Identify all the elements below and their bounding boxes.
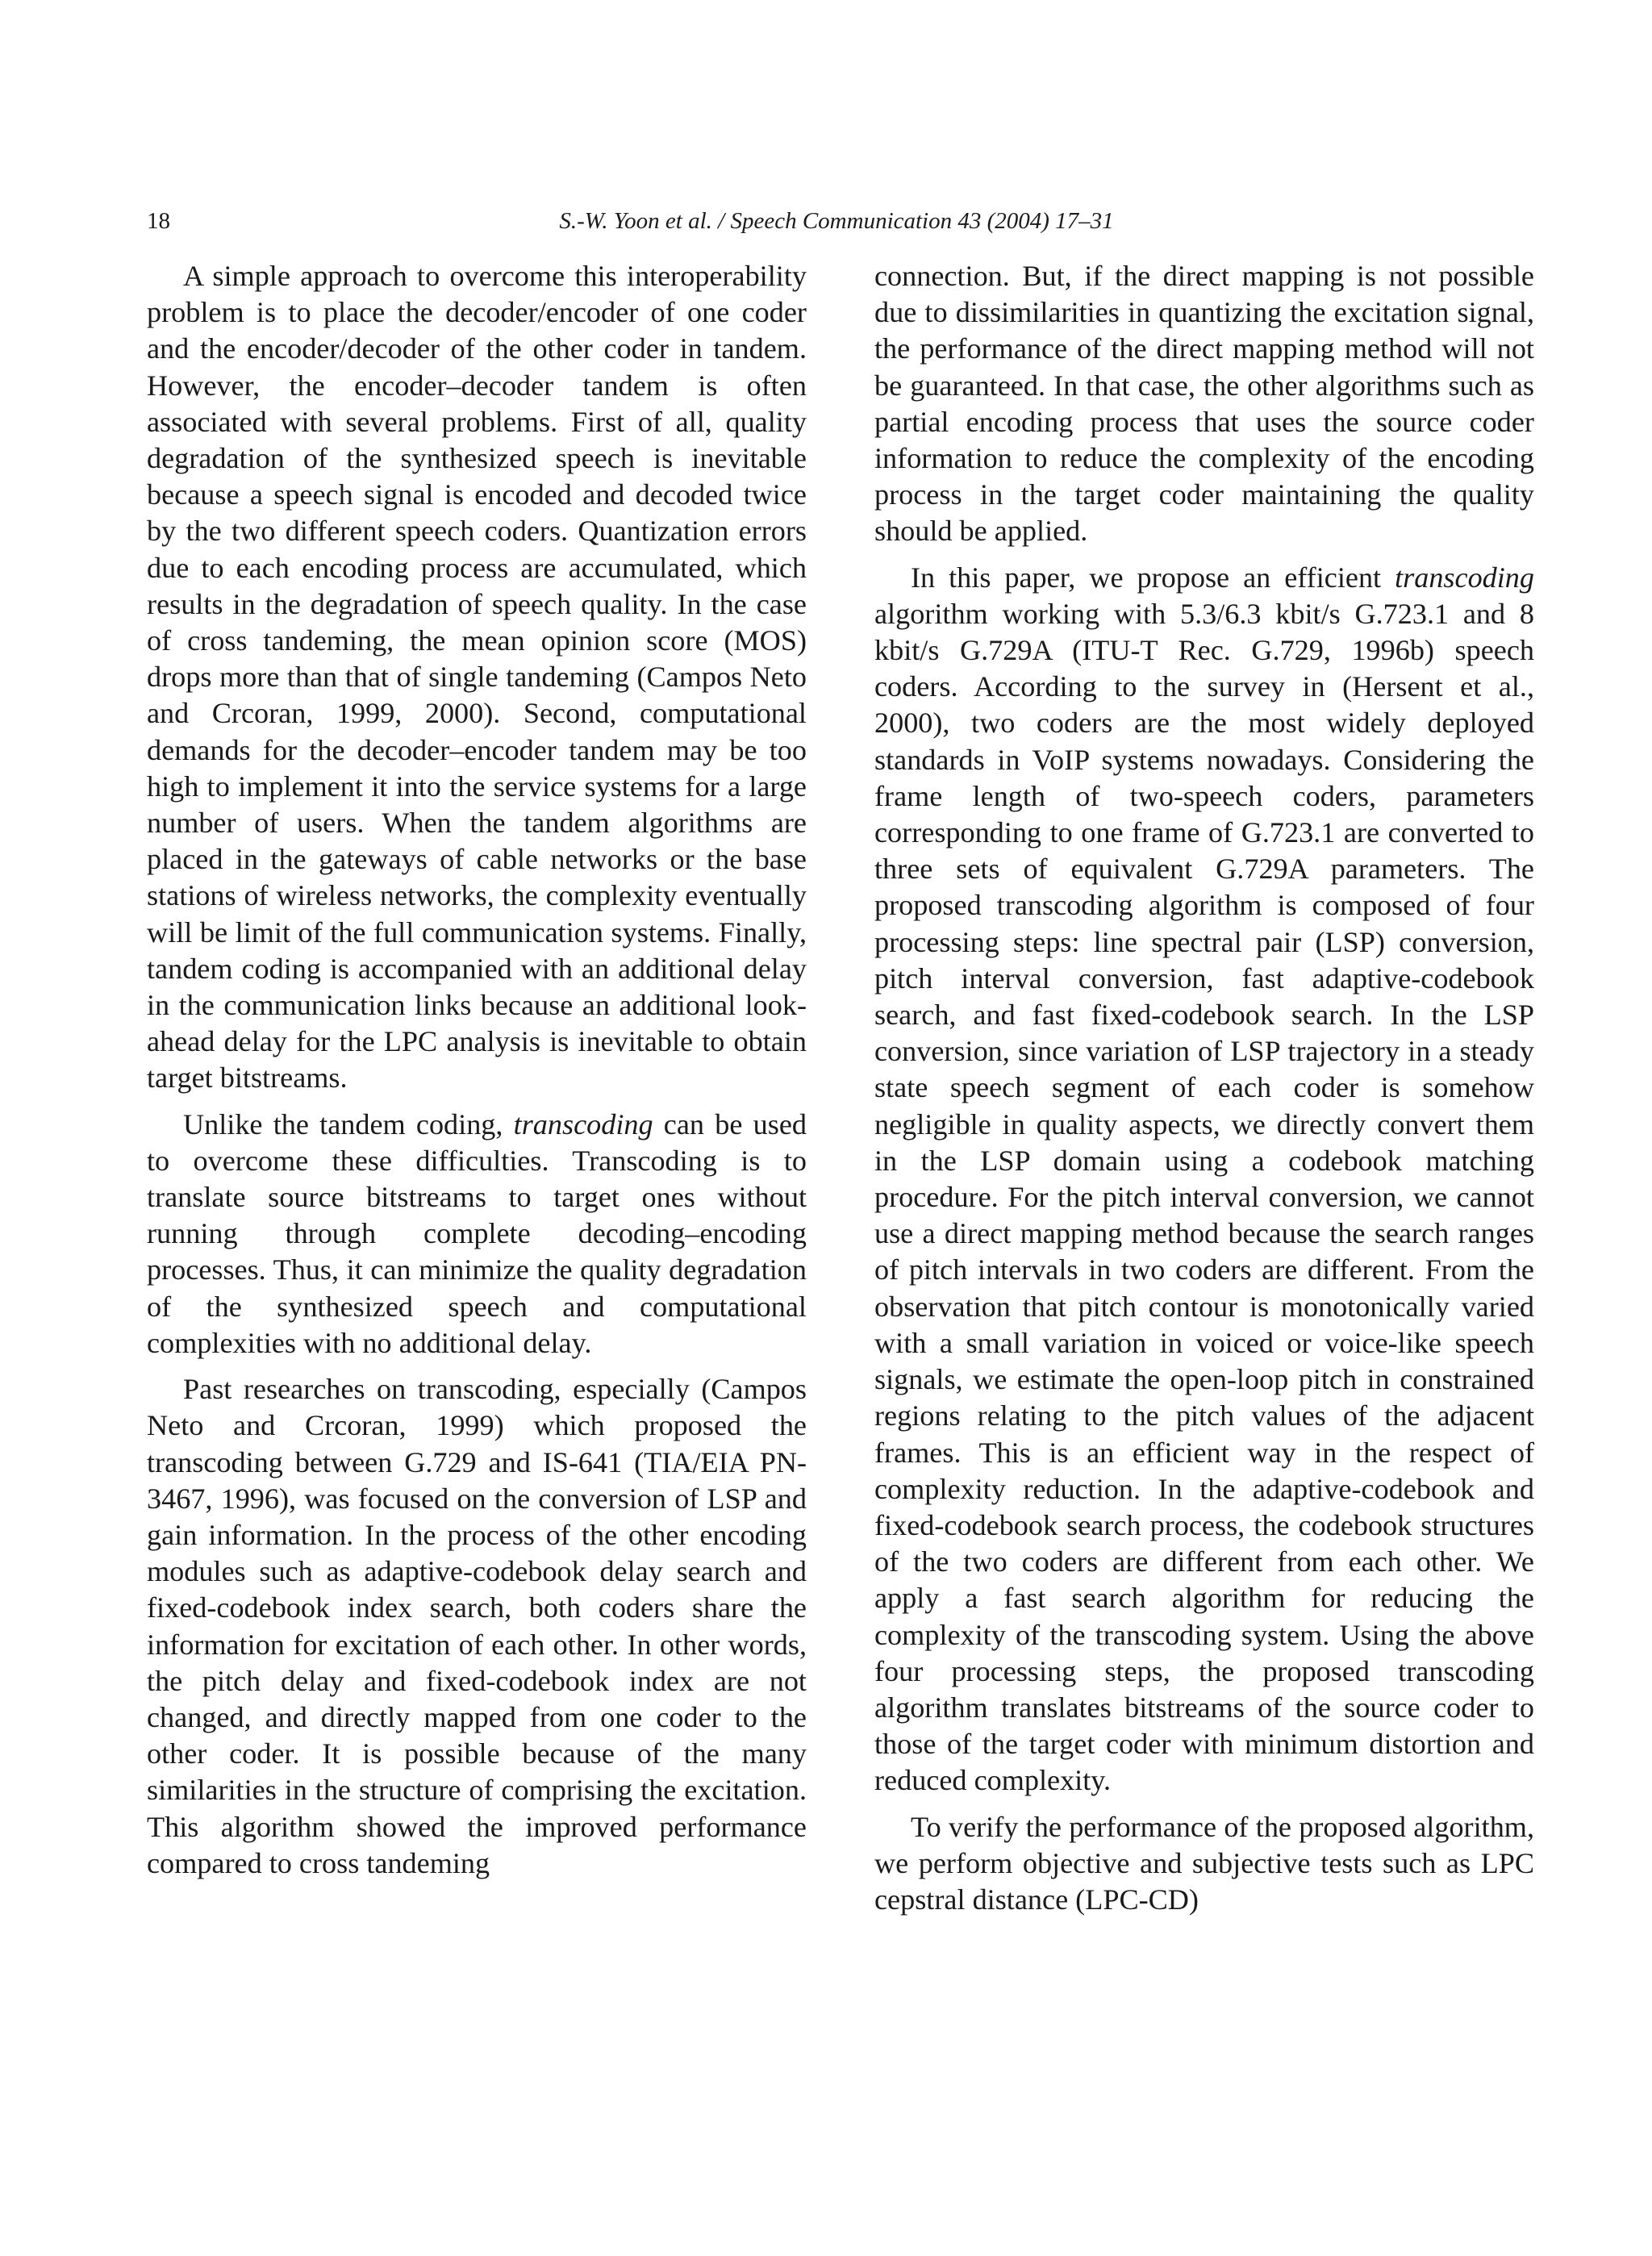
- paragraph-past-research: Past researches on transcoding, especially (Campos Neto and Crcoran, 1999) which proposed the transcoding between G.729 and IS-641 (TIA/EIA PN-3467, 1996), was focused on the conversion of LSP and gain information. In the process of the other encoding modules such as adaptive-codebook delay search and fixed-codebook index search, both coders share the information for excitation of each other. In other words, the pitch delay and fixed-codebook index are not changed, and directly mapped from one coder to the other coder. It is possible because of the many similarities in the structure of comprising the excitation. This algorithm showed the improved performance compared to cross tandeming: [147, 1373, 807, 1879]
- text-segment: In this paper, we propose an efficient: [911, 561, 1395, 594]
- paragraph-transcoding-intro: [147, 1107, 807, 1362]
- emphasized-term: transcoding: [513, 1107, 653, 1141]
- left-column: [147, 258, 807, 1882]
- page-number: 18: [147, 208, 170, 234]
- paragraph-verification: To verify the performance of the proposed algorithm, we perform objective and subjective tests such as LPC cepstral distance (LPC-CD): [874, 1810, 1534, 1916]
- paragraph-proposal: [874, 560, 1534, 1799]
- paragraph-continuation: connection. But, if the direct mapping is not possible due to dissimilarities in quantizing the excitation signal, the performance of the direct mapping method will not be guaranteed. In that case, the other algorithms such as partial encoding process that uses the source coder information to reduce the complexity of the encoding process in the target coder maintaining the quality should be applied.: [874, 260, 1534, 548]
- page-header: [147, 208, 1526, 248]
- running-head: S.-W. Yoon et al. / Speech Communication 43 (2004) 17–31: [559, 208, 1114, 234]
- text-segment: Unlike the tandem coding,: [183, 1107, 514, 1141]
- text-segment: algorithm working with 5.3/6.3 kbit/s G.723.1 and 8 kbit/s G.729A (ITU-T Rec. G.729, 1996b) speech coders. According to the survey in (Hersent et al., 2000), two coders are the most widely deployed standards in VoIP systems nowadays. Considering the frame length of two-speech coders, parameters corresponding to one frame of G.723.1 are converted to three sets of equivalent G.729A parameters. The proposed transcoding algorithm is composed of four processing steps: line spectral pair (LSP) conversion, pitch interval conversion, fast adaptive-codebook search, and fast fixed-codebook search. In the LSP conversion, since variation of LSP trajectory in a steady state speech segment of each coder is somehow negligible in quality aspects, we directly convert them in the LSP domain using a codebook matching procedure. For the pitch interval conversion, we cannot use a direct mapping method because the search ranges of pitch intervals in two coders are different. From the observation that pitch contour is monotonically varied with a small variation in voiced or voice-like speech signals, we estimate the open-loop pitch in constrained regions relating to the pitch values of the adjacent frames. This is an efficient way in the respect of complexity reduction. In the adaptive-codebook and fixed-codebook search process, the codebook structures of the two coders are different from each other. We apply a fast search algorithm for reducing the complexity of the transcoding system. Using the above four processing steps, the proposed transcoding algorithm translates bitstreams of the source coder to those of the target coder with minimum distortion and reduced complexity.: [874, 597, 1534, 1797]
- text-segment: can be used to overcome these difficulties. Transcoding is to translate source bitstreams to target ones without running through complete decoding–encoding processes. Thus, it can minimize the quality degradation of the synthesized speech and computational complexities with no additional delay.: [147, 1107, 807, 1359]
- emphasized-term: transcoding: [1395, 561, 1534, 594]
- paragraph-interoperability: A simple approach to overcome this interoperability problem is to place the decoder/encoder of one coder and the encoder/decoder of the other coder in tandem. However, the encoder–decoder tandem is often associated with several problems. First of all, quality degradation of the synthesized speech is inevitable because a speech signal is encoded and decoded twice by the two different speech coders. Quantization errors due to each encoding process are accumulated, which results in the degradation of speech quality. In the case of cross tandeming, the mean opinion score (MOS) drops more than that of single tandeming (Campos Neto and Crcoran, 1999, 2000). Second, computational demands for the decoder–encoder tandem may be too high to implement it into the service systems for a large number of users. When the tandem algorithms are placed in the gateways of cable networks or the base stations of wireless networks, the complexity eventually will be limit of the full communication systems. Finally, tandem coding is accompanied with an additional delay in the communication links because an additional look-ahead delay for the LPC analysis is inevitable to obtain target bitstreams.: [147, 260, 807, 1095]
- right-column: [874, 258, 1534, 1918]
